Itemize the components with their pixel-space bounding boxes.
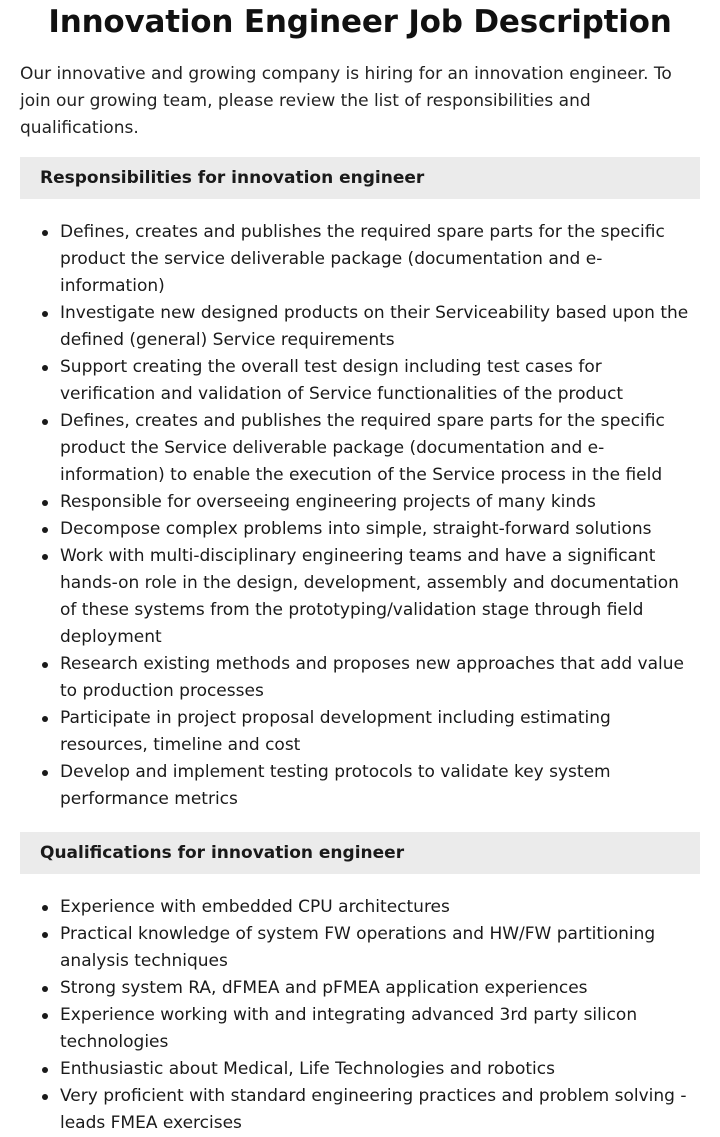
responsibilities-list	[20, 219, 700, 813]
list-item: Develop and implement testing protocols to validate key system performance metrics	[60, 759, 700, 813]
list-item: Experience working with and integrating advanced 3rd party silicon technologies	[60, 1002, 700, 1056]
list-item: Strong system RA, dFMEA and pFMEA application experiences	[60, 975, 700, 1002]
page-title: Innovation Engineer Job Description	[48, 4, 672, 40]
list-item: Practical knowledge of system FW operations and HW/FW partitioning analysis techniques	[60, 921, 700, 975]
list-item: Defines, creates and publishes the required spare parts for the specific product the service deliverable package (documentation and e-information)	[60, 219, 700, 300]
list-item: Enthusiastic about Medical, Life Technologies and robotics	[60, 1056, 700, 1083]
list-item: Work with multi-disciplinary engineering teams and have a significant hands-on role in the design, development, assembly and documentation of these systems from the prototyping/validation stage through field deployment	[60, 543, 700, 651]
intro-paragraph: Our innovative and growing company is hiring for an innovation engineer. To join our growing team, please review the list of responsibilities and qualifications.	[20, 64, 672, 138]
list-item: Investigate new designed products on their Serviceability based upon the defined (general) Service requirements	[60, 300, 700, 354]
list-item: Support creating the overall test design including test cases for verification and validation of Service functionalities of the product	[60, 354, 700, 408]
responsibilities-heading: Responsibilities for innovation engineer	[20, 157, 700, 199]
list-item: Research existing methods and proposes new approaches that add value to production processes	[60, 651, 700, 705]
list-item: Decompose complex problems into simple, straight-forward solutions	[60, 516, 700, 543]
qualifications-list	[20, 894, 700, 1137]
qualifications-heading: Qualifications for innovation engineer	[20, 832, 700, 874]
list-item: Very proficient with standard engineering practices and problem solving - leads FMEA exercises	[60, 1083, 700, 1137]
list-item: Experience with embedded CPU architectures	[60, 894, 700, 921]
list-item: Responsible for overseeing engineering projects of many kinds	[60, 489, 700, 516]
list-item: Defines, creates and publishes the required spare parts for the specific product the Service deliverable package (documentation and e-information) to enable the execution of the Service process in the field	[60, 408, 700, 489]
list-item: Participate in project proposal development including estimating resources, timeline and cost	[60, 705, 700, 759]
